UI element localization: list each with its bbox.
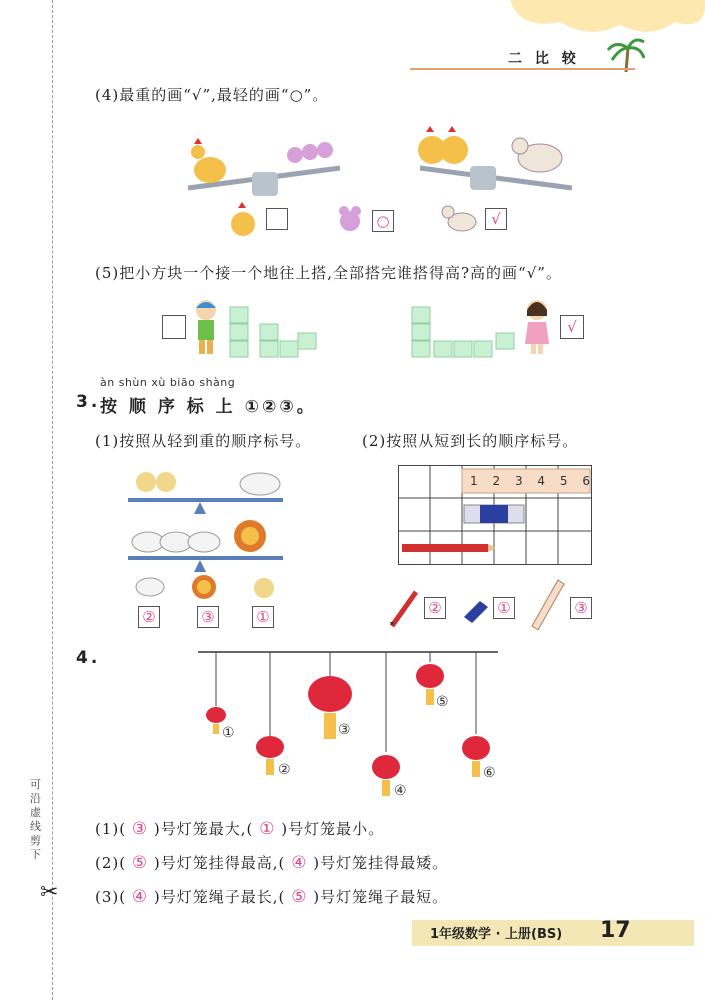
boy-icon <box>190 298 222 358</box>
ruler-tick: 1 <box>470 474 478 488</box>
answer-box-eraser[interactable]: ① <box>493 597 515 619</box>
eraser-icon <box>460 595 490 623</box>
header-cloud-decoration <box>500 0 705 40</box>
pencil-shape <box>402 544 488 552</box>
answer-box-dog[interactable]: ① <box>252 606 274 628</box>
q4-line3-answer-a[interactable]: ④ <box>131 887 149 907</box>
q3-title: 按 顺 序 标 上 ①②③。 <box>100 397 317 417</box>
ruler-icon <box>528 578 566 630</box>
lantern-4 <box>372 755 400 779</box>
q4-line-3 <box>95 886 448 907</box>
answer-box-lion[interactable]: ③ <box>197 606 219 628</box>
ruler-tick: 6 <box>582 474 590 488</box>
ruler-tick: 4 <box>537 474 546 488</box>
q4-line-2 <box>95 852 448 873</box>
q4-line3-post: )号灯笼绳子最短。 <box>313 888 449 906</box>
q2-part4-instruction: (4)最重的画“√”,最轻的画“○”。 <box>95 86 329 104</box>
lantern-label-3: ③ <box>338 722 351 738</box>
answer-box-ruler[interactable]: ③ <box>570 597 592 619</box>
girl-icon <box>522 298 552 358</box>
dog-icon <box>252 574 276 602</box>
lantern-label-6: ⑥ <box>483 765 496 781</box>
pencil-icon <box>388 588 420 628</box>
q4-line2-answer-b[interactable]: ④ <box>291 853 308 873</box>
goat-icon <box>440 200 480 238</box>
q4-line2-pre: (2)( <box>95 854 127 872</box>
lantern-label-1: ① <box>222 725 235 741</box>
q4-line2-post: )号灯笼挂得最矮。 <box>313 854 449 872</box>
ruler-tick: 3 <box>514 474 523 488</box>
q4-line1-mid: )号灯笼最大,( <box>153 820 254 838</box>
header-rule <box>410 68 635 70</box>
footer-book-title: 1年级数学 · 上册(BS) <box>430 927 563 942</box>
seesaw-hen-mice <box>180 130 350 200</box>
balance-scales-animals <box>128 462 288 572</box>
q4-line1-answer-a[interactable]: ③ <box>131 819 149 839</box>
answer-box-girl[interactable]: √ <box>560 315 584 339</box>
ruler-tick: 5 <box>559 474 568 488</box>
q3-pinyin: àn shùn xù biāo shàng <box>100 376 236 389</box>
answer-box-pencil[interactable]: ② <box>424 597 446 619</box>
answer-box-mouse[interactable]: ○ <box>372 210 394 232</box>
lantern-5 <box>416 664 444 688</box>
scissors-icon: ✂ <box>40 880 59 905</box>
answer-box-sheep[interactable]: ② <box>138 606 160 628</box>
stacked-blocks-girl <box>410 305 520 360</box>
answer-box-goat[interactable]: √ <box>485 208 507 230</box>
q4-line3-pre: (3)( <box>95 888 127 906</box>
q4-line1-answer-b[interactable]: ① <box>259 819 276 839</box>
sheep-icon <box>132 575 168 599</box>
q4-number: 4. <box>76 648 101 668</box>
mouse-icon <box>336 205 364 237</box>
lantern-2 <box>256 736 284 758</box>
lantern-label-5: ⑤ <box>436 694 449 710</box>
lantern-6 <box>462 736 490 760</box>
q4-line-1 <box>95 818 384 839</box>
stacked-blocks-boy <box>228 305 320 360</box>
ruler-tick: 2 <box>492 474 501 488</box>
q4-line2-mid: )号灯笼挂得最高,( <box>153 854 286 872</box>
q2-part5-instruction: (5)把小方块一个接一个地往上搭,全部搭完谁搭得高?高的画“√”。 <box>95 264 562 282</box>
ruler-ticks <box>470 474 590 488</box>
q4-line1-pre: (1)( <box>95 820 127 838</box>
q3-sub1: (1)按照从轻到重的顺序标号。 <box>95 432 312 450</box>
lion-icon <box>190 573 218 601</box>
lantern-label-4: ④ <box>394 783 407 799</box>
q4-line3-mid: )号灯笼绳子最长,( <box>153 888 286 906</box>
lantern-label-2: ② <box>278 762 291 778</box>
chapter-title: 二 比 较 <box>508 51 580 67</box>
q3-sub2: (2)按照从短到长的顺序标号。 <box>362 432 579 450</box>
answer-box-hen[interactable] <box>266 208 288 230</box>
seesaw-hens-goat <box>412 118 582 198</box>
q4-line3-answer-b[interactable]: ⑤ <box>291 887 308 907</box>
q3-number: 3. <box>76 392 101 412</box>
q4-line2-answer-a[interactable]: ⑤ <box>131 853 149 873</box>
hen-icon <box>228 200 258 240</box>
q4-line1-post: )号灯笼最小。 <box>281 820 385 838</box>
cut-line <box>52 0 53 1000</box>
dogs-group <box>136 472 176 492</box>
page-number: 17 <box>600 918 631 943</box>
answer-box-boy[interactable] <box>162 315 186 339</box>
cut-instruction: 可沿虚线剪下 <box>30 778 41 861</box>
lantern-3 <box>308 676 352 712</box>
lantern-1 <box>206 707 226 723</box>
